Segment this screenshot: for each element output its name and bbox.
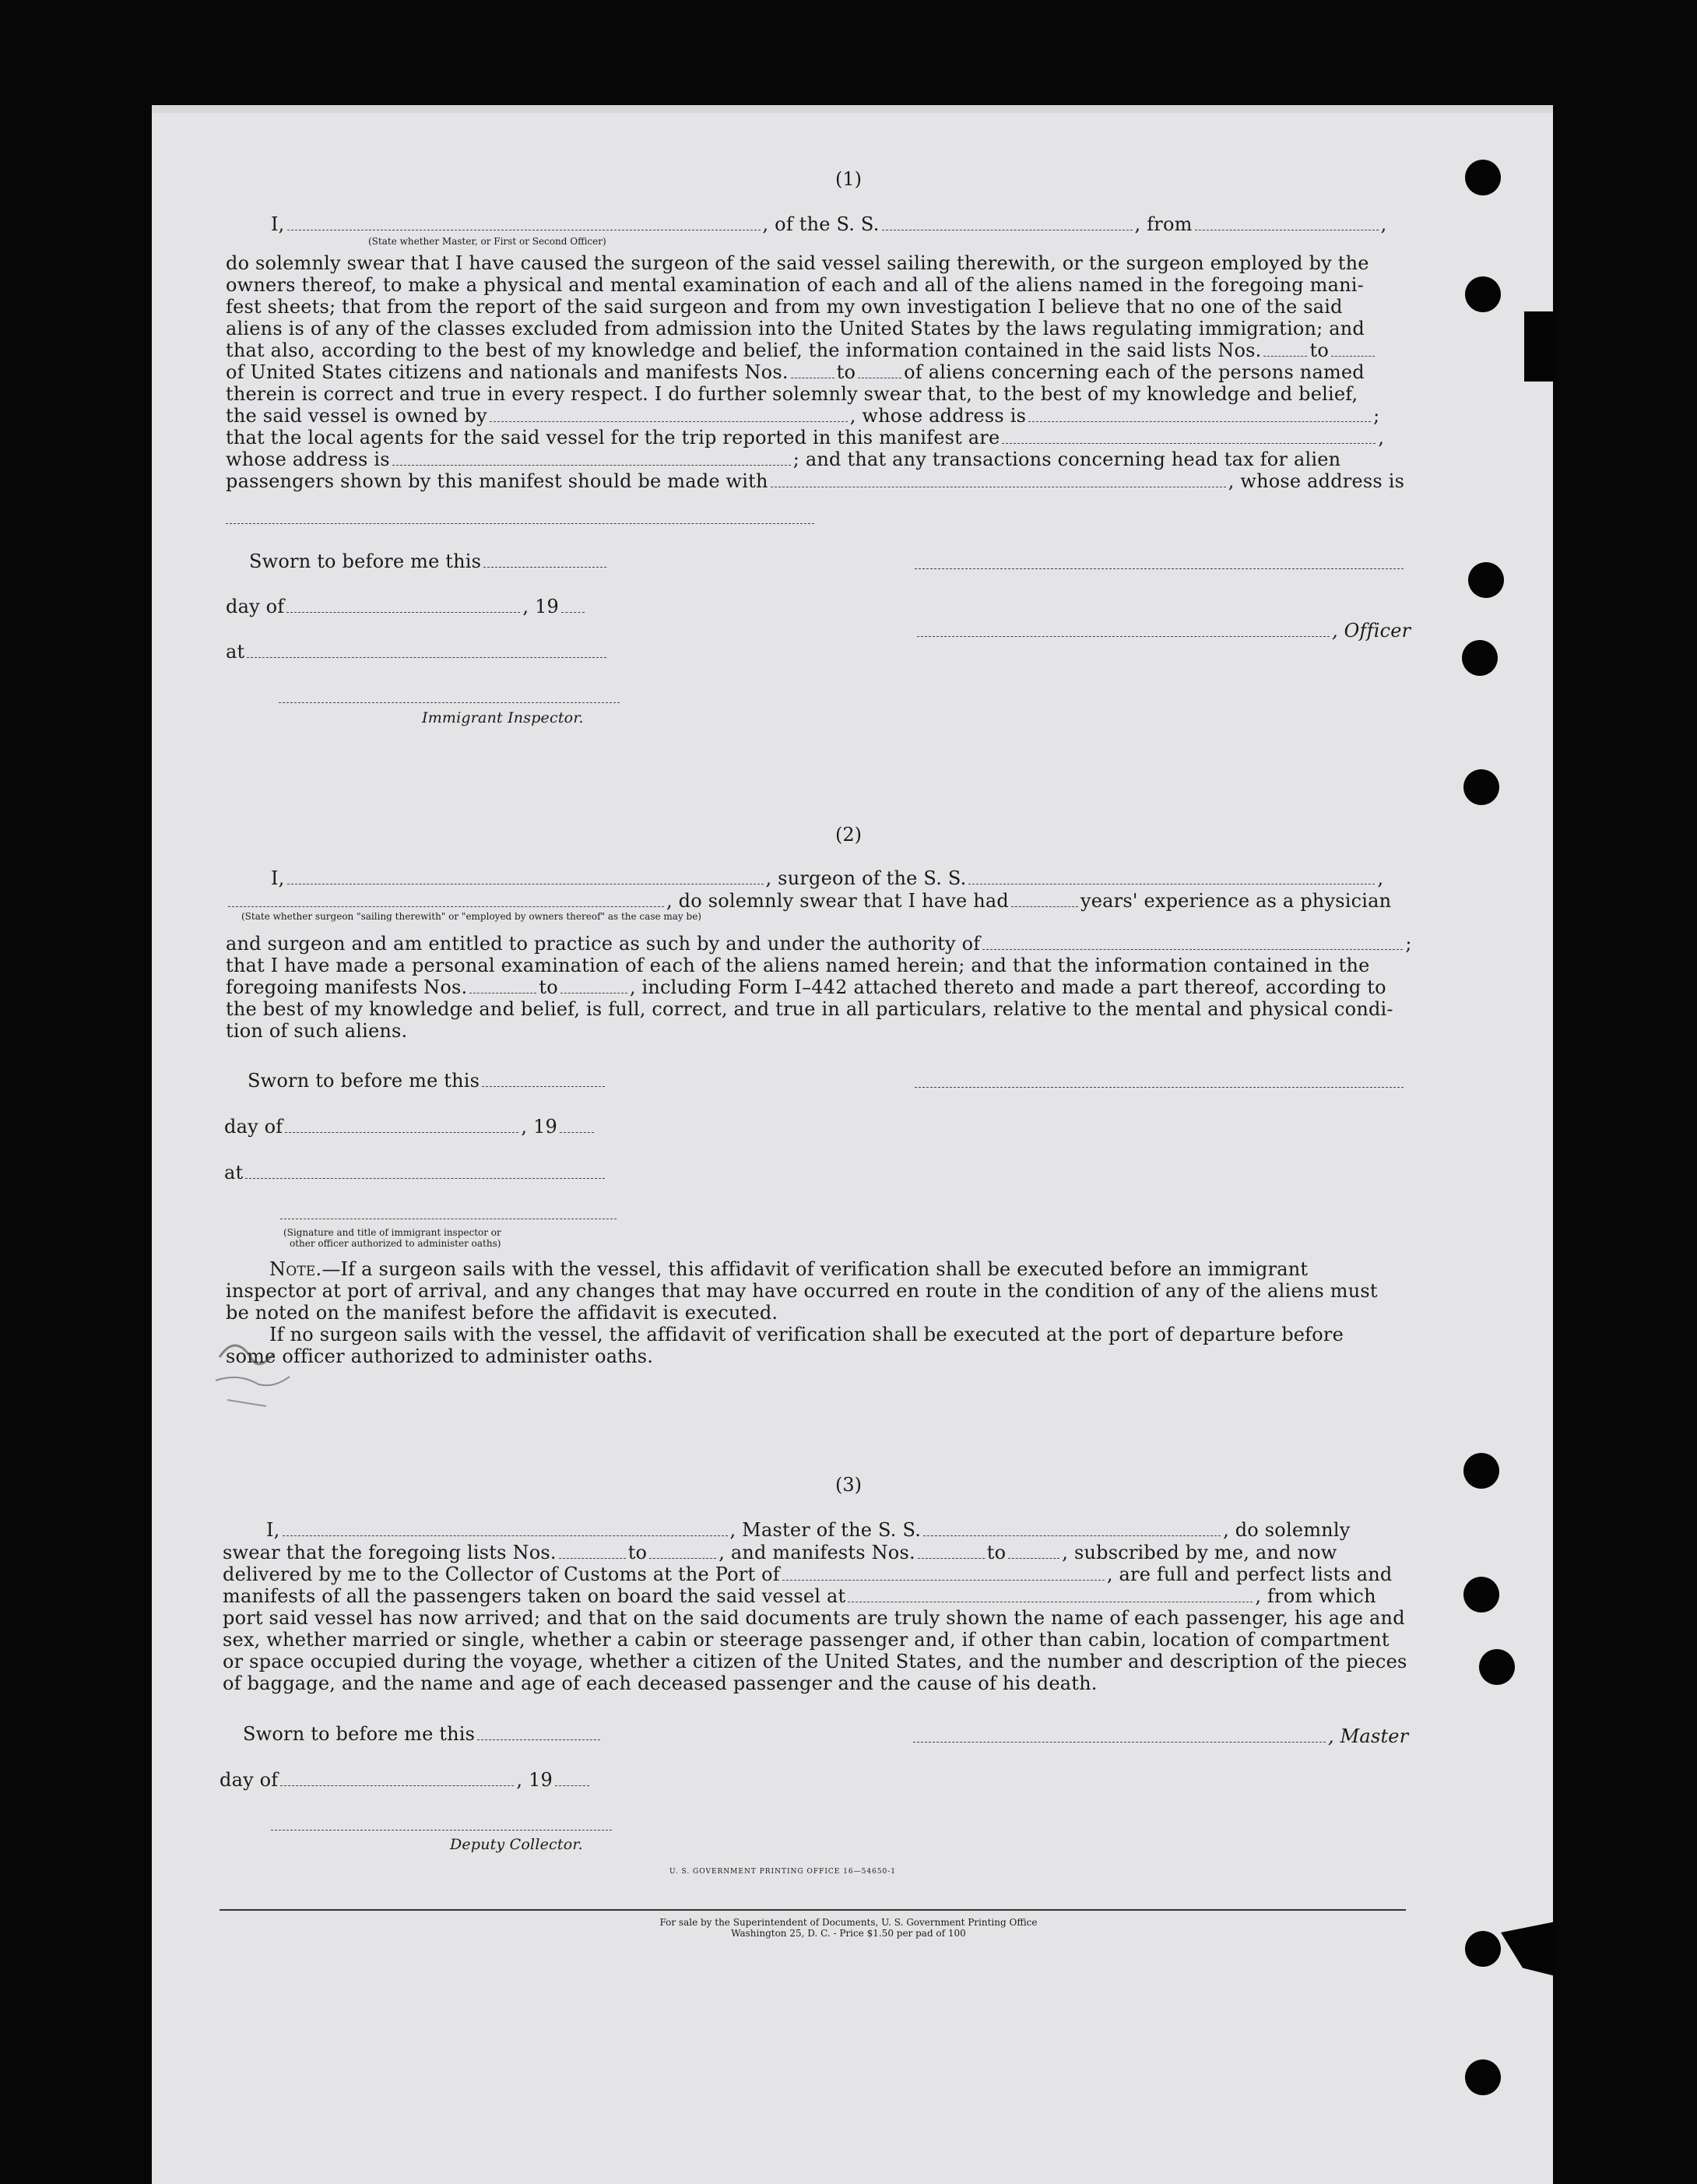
day-of-line bbox=[220, 1769, 592, 1791]
place-blank[interactable] bbox=[245, 1167, 605, 1179]
vessel-name-blank[interactable] bbox=[882, 219, 1133, 230]
text: , do solemnly bbox=[1223, 1519, 1351, 1541]
master-signature-blank[interactable] bbox=[913, 1731, 1326, 1743]
text: years' experience as a physician bbox=[1080, 890, 1392, 912]
list-to-blank[interactable] bbox=[649, 1547, 716, 1559]
body-line: port said vessel has now arrived; and that on the said documents are truly shown the name of each passenger, his age and bbox=[223, 1607, 1405, 1629]
day-of-line bbox=[224, 1116, 596, 1138]
note-line: some officer authorized to administer oaths. bbox=[226, 1345, 654, 1367]
punch-hole bbox=[1463, 769, 1499, 805]
manifest-from-blank[interactable] bbox=[469, 982, 536, 994]
lists-line bbox=[223, 1542, 1404, 1563]
sworn-day-blank[interactable] bbox=[482, 1075, 605, 1087]
sworn-day-blank[interactable] bbox=[483, 556, 606, 568]
text: , Master of the S. S. bbox=[729, 1519, 922, 1541]
text: , 19 bbox=[516, 1769, 553, 1791]
note-block bbox=[226, 1258, 1406, 1367]
surgeon-experience-line bbox=[226, 890, 1391, 912]
footer-rule bbox=[220, 1909, 1406, 1911]
text: to bbox=[836, 361, 856, 383]
text: I, bbox=[266, 1519, 280, 1541]
inspector-caption: Immigrant Inspector. bbox=[422, 709, 584, 726]
manifest-to-blank[interactable] bbox=[1008, 1547, 1059, 1559]
body-line: that I have made a personal examination of each of the aliens named herein; and that the information contained in the bbox=[226, 955, 1370, 976]
text: , whose address is bbox=[849, 405, 1027, 427]
port-blank[interactable] bbox=[782, 1569, 1105, 1581]
surgeon-status-note: (State whether surgeon "sailing therewith" or "employed by owners thereof" as the case may be) bbox=[241, 911, 701, 922]
text: , surgeon of the S. S. bbox=[765, 867, 967, 889]
surgeon-opening-line bbox=[271, 867, 1383, 889]
owner-line bbox=[226, 405, 1406, 427]
text: , bbox=[1380, 213, 1387, 235]
at-line bbox=[224, 1162, 607, 1183]
text: , and manifests Nos. bbox=[719, 1542, 915, 1563]
authority-blank[interactable] bbox=[982, 938, 1403, 950]
list-from-blank[interactable] bbox=[559, 1547, 626, 1559]
text: I, bbox=[271, 867, 285, 889]
section-1-opening-line bbox=[271, 213, 1386, 235]
agents-line bbox=[226, 427, 1406, 448]
body-line: of baggage, and the name and age of each deceased passenger and the cause of his death. bbox=[223, 1672, 1098, 1694]
text: , including Form I–442 attached thereto and made a part thereof, according to bbox=[629, 976, 1386, 998]
sworn-line bbox=[243, 1723, 603, 1745]
manifest-to-blank[interactable] bbox=[858, 367, 901, 378]
sale-note bbox=[0, 1917, 1697, 1939]
officer-line bbox=[915, 620, 1411, 642]
sworn-day-blank[interactable] bbox=[477, 1729, 600, 1740]
agents-blank[interactable] bbox=[1002, 432, 1376, 444]
note-line bbox=[226, 1258, 1406, 1280]
collector-signature-line[interactable] bbox=[271, 1830, 612, 1831]
head-tax-line bbox=[226, 470, 1406, 492]
master-line bbox=[911, 1725, 1408, 1747]
text: —If a surgeon sails with the vessel, this affidavit of verification shall be executed before an immigrant bbox=[321, 1258, 1309, 1280]
manifest-to-blank[interactable] bbox=[560, 982, 627, 994]
text: delivered by me to the Collector of Customs at the Port of bbox=[223, 1563, 780, 1585]
body-line: or space occupied during the voyage, whether a citizen of the United States, and the number and description of the pieces bbox=[223, 1651, 1407, 1672]
sworn-line bbox=[249, 550, 609, 572]
authority-line bbox=[226, 933, 1412, 955]
year-blank[interactable] bbox=[561, 601, 585, 613]
punch-hole bbox=[1465, 2059, 1501, 2095]
text: , Officer bbox=[1332, 620, 1411, 642]
officer-signature-line[interactable] bbox=[915, 568, 1404, 569]
surgeon-status-blank[interactable] bbox=[228, 895, 664, 907]
section-3-number: (3) bbox=[835, 1474, 862, 1496]
section-1-number: (1) bbox=[835, 168, 862, 190]
text: , of the S. S. bbox=[762, 213, 880, 235]
signature-note: other officer authorized to administer oaths) bbox=[290, 1238, 501, 1249]
section-2-number: (2) bbox=[835, 824, 862, 846]
punch-hole bbox=[1479, 1649, 1515, 1685]
text: ; bbox=[1405, 933, 1412, 955]
place-blank[interactable] bbox=[247, 646, 606, 658]
from-port-blank[interactable] bbox=[1195, 219, 1379, 230]
text: day of bbox=[224, 1116, 283, 1138]
body-line: owners thereof, to make a physical and mental examination of each and all of the aliens named in the foregoing mani- bbox=[226, 274, 1364, 296]
text: to bbox=[1309, 339, 1329, 361]
embarkation-line bbox=[223, 1585, 1404, 1607]
text: I, bbox=[271, 213, 285, 235]
vessel-name-blank[interactable] bbox=[923, 1525, 1221, 1536]
manifests-nos-line bbox=[226, 361, 1406, 383]
address-blank[interactable] bbox=[226, 523, 814, 524]
text: at bbox=[226, 641, 245, 663]
text: of aliens concerning each of the persons named bbox=[904, 361, 1365, 383]
note-line: If no surgeon sails with the vessel, the affidavit of verification shall be executed at the port of departure before bbox=[269, 1324, 1344, 1345]
section-2-body bbox=[226, 933, 1412, 1042]
list-from-blank[interactable] bbox=[1263, 345, 1307, 357]
punch-hole bbox=[1465, 276, 1501, 312]
punch-hole bbox=[1468, 562, 1504, 598]
text: and surgeon and am entitled to practice as such by and under the authority of bbox=[226, 933, 981, 955]
text: to bbox=[986, 1542, 1007, 1563]
officer-title-blank[interactable] bbox=[917, 625, 1330, 637]
sale-note-line: Washington 25, D. C. - Price $1.50 per pad of 100 bbox=[731, 1928, 966, 1939]
note-line: inspector at port of arrival, and any changes that may have occurred en route in the condition of any of the aliens must bbox=[226, 1280, 1378, 1302]
text: Sworn to before me this bbox=[248, 1070, 480, 1092]
text: , from which bbox=[1255, 1585, 1376, 1607]
text: , bbox=[1377, 867, 1384, 889]
deputy-collector-caption: Deputy Collector. bbox=[450, 1836, 583, 1853]
punch-hole bbox=[1463, 1577, 1499, 1613]
officer-rank-note: (State whether Master, or First or Second Officer) bbox=[368, 236, 606, 247]
text: that also, according to the best of my knowledge and belief, the information contained in the said lists Nos. bbox=[226, 339, 1262, 361]
text: to bbox=[539, 976, 558, 998]
text: , 19 bbox=[521, 1116, 558, 1138]
manifest-from-blank[interactable] bbox=[791, 367, 834, 378]
manifest-from-blank[interactable] bbox=[918, 1547, 985, 1559]
text: to bbox=[627, 1542, 648, 1563]
text: , 19 bbox=[522, 596, 560, 617]
years-blank[interactable] bbox=[1011, 895, 1078, 907]
month-blank[interactable] bbox=[285, 1121, 518, 1133]
owner-blank[interactable] bbox=[490, 410, 848, 422]
text: ; and that any transactions concerning head tax for alien bbox=[792, 448, 1341, 470]
section-1-body bbox=[226, 252, 1406, 492]
embarkation-port-blank[interactable] bbox=[848, 1591, 1253, 1602]
text: , do solemnly swear that I have had bbox=[666, 890, 1009, 912]
edge-tear bbox=[1524, 311, 1555, 382]
text: day of bbox=[220, 1769, 279, 1791]
sheet-top-edge bbox=[152, 105, 1553, 113]
body-line: do solemnly swear that I have caused the surgeon of the said vessel sailing therewith, or the surgeon employed by the bbox=[226, 252, 1369, 274]
text: whose address is bbox=[226, 448, 390, 470]
text: that the local agents for the said vessel for the trip reported in this manifest are bbox=[226, 427, 1000, 448]
text: , subscribed by me, and now bbox=[1062, 1542, 1337, 1563]
officer-name-blank[interactable] bbox=[287, 219, 761, 230]
text: ; bbox=[1373, 405, 1380, 427]
text: , from bbox=[1134, 213, 1193, 235]
year-blank[interactable] bbox=[560, 1121, 594, 1133]
text: at bbox=[224, 1162, 244, 1183]
text: day of bbox=[226, 596, 285, 617]
year-blank[interactable] bbox=[555, 1774, 589, 1786]
month-blank[interactable] bbox=[280, 1774, 514, 1786]
list-to-blank[interactable] bbox=[1331, 345, 1375, 357]
at-line bbox=[226, 641, 609, 663]
text: , whose address is bbox=[1228, 470, 1405, 492]
faded-stamp-mark bbox=[204, 1326, 321, 1419]
text: , are full and perfect lists and bbox=[1106, 1563, 1393, 1585]
lists-nos-line bbox=[226, 339, 1406, 361]
manifests-line bbox=[226, 976, 1406, 998]
body-line: sex, whether married or single, whether a cabin or steerage passenger and, if other than cabin, location of compartment bbox=[223, 1629, 1390, 1651]
master-opening-line bbox=[266, 1519, 1350, 1541]
day-of-line bbox=[226, 596, 587, 617]
head-tax-agent-blank[interactable] bbox=[771, 476, 1226, 487]
text: Sworn to before me this bbox=[249, 550, 482, 572]
body-line: tion of such aliens. bbox=[226, 1020, 408, 1042]
text: foregoing manifests Nos. bbox=[226, 976, 468, 998]
signature-note: (Signature and title of immigrant inspector or bbox=[283, 1227, 501, 1238]
text: swear that the foregoing lists Nos. bbox=[223, 1542, 557, 1563]
owner-address-blank[interactable] bbox=[1028, 410, 1371, 422]
sale-note-line: For sale by the Superintendent of Documents, U. S. Government Printing Office bbox=[659, 1917, 1038, 1928]
text: manifests of all the passengers taken on board the said vessel at bbox=[223, 1585, 846, 1607]
body-line: the best of my knowledge and belief, is full, correct, and true in all particulars, relative to the mental and physical condi- bbox=[226, 998, 1393, 1020]
master-name-blank[interactable] bbox=[283, 1525, 728, 1536]
body-line: therein is correct and true in every respect. I do further solemnly swear that, to the best of my knowledge and belief, bbox=[226, 383, 1358, 405]
surgeon-name-blank[interactable] bbox=[287, 873, 764, 885]
section-3-body bbox=[223, 1542, 1407, 1694]
body-line: aliens is of any of the classes excluded from admission into the United States by the laws regulating immigration; and bbox=[226, 318, 1365, 339]
sworn-line bbox=[248, 1070, 607, 1092]
text: Sworn to before me this bbox=[243, 1723, 476, 1745]
text: , bbox=[1378, 427, 1385, 448]
surgeon-signature-line[interactable] bbox=[915, 1087, 1404, 1088]
inspector-signature-line[interactable] bbox=[279, 702, 620, 703]
text: , Master bbox=[1328, 1725, 1409, 1747]
text: the said vessel is owned by bbox=[226, 405, 487, 427]
agents-address-line bbox=[226, 448, 1406, 470]
agents-address-blank[interactable] bbox=[392, 454, 791, 466]
vessel-name-blank[interactable] bbox=[968, 873, 1375, 885]
text: of United States citizens and nationals and manifests Nos. bbox=[226, 361, 789, 383]
printing-office-line: U. S. GOVERNMENT PRINTING OFFICE 16—54650-1 bbox=[669, 1868, 897, 1876]
body-line: fest sheets; that from the report of the said surgeon and from my own investigation I believe that no one of the said bbox=[226, 296, 1343, 318]
note-label: Note. bbox=[269, 1258, 322, 1280]
punch-hole bbox=[1462, 640, 1498, 676]
text: passengers shown by this manifest should be made with bbox=[226, 470, 768, 492]
note-line: be noted on the manifest before the affidavit is executed. bbox=[226, 1302, 778, 1324]
month-blank[interactable] bbox=[286, 601, 520, 613]
port-line bbox=[223, 1563, 1404, 1585]
